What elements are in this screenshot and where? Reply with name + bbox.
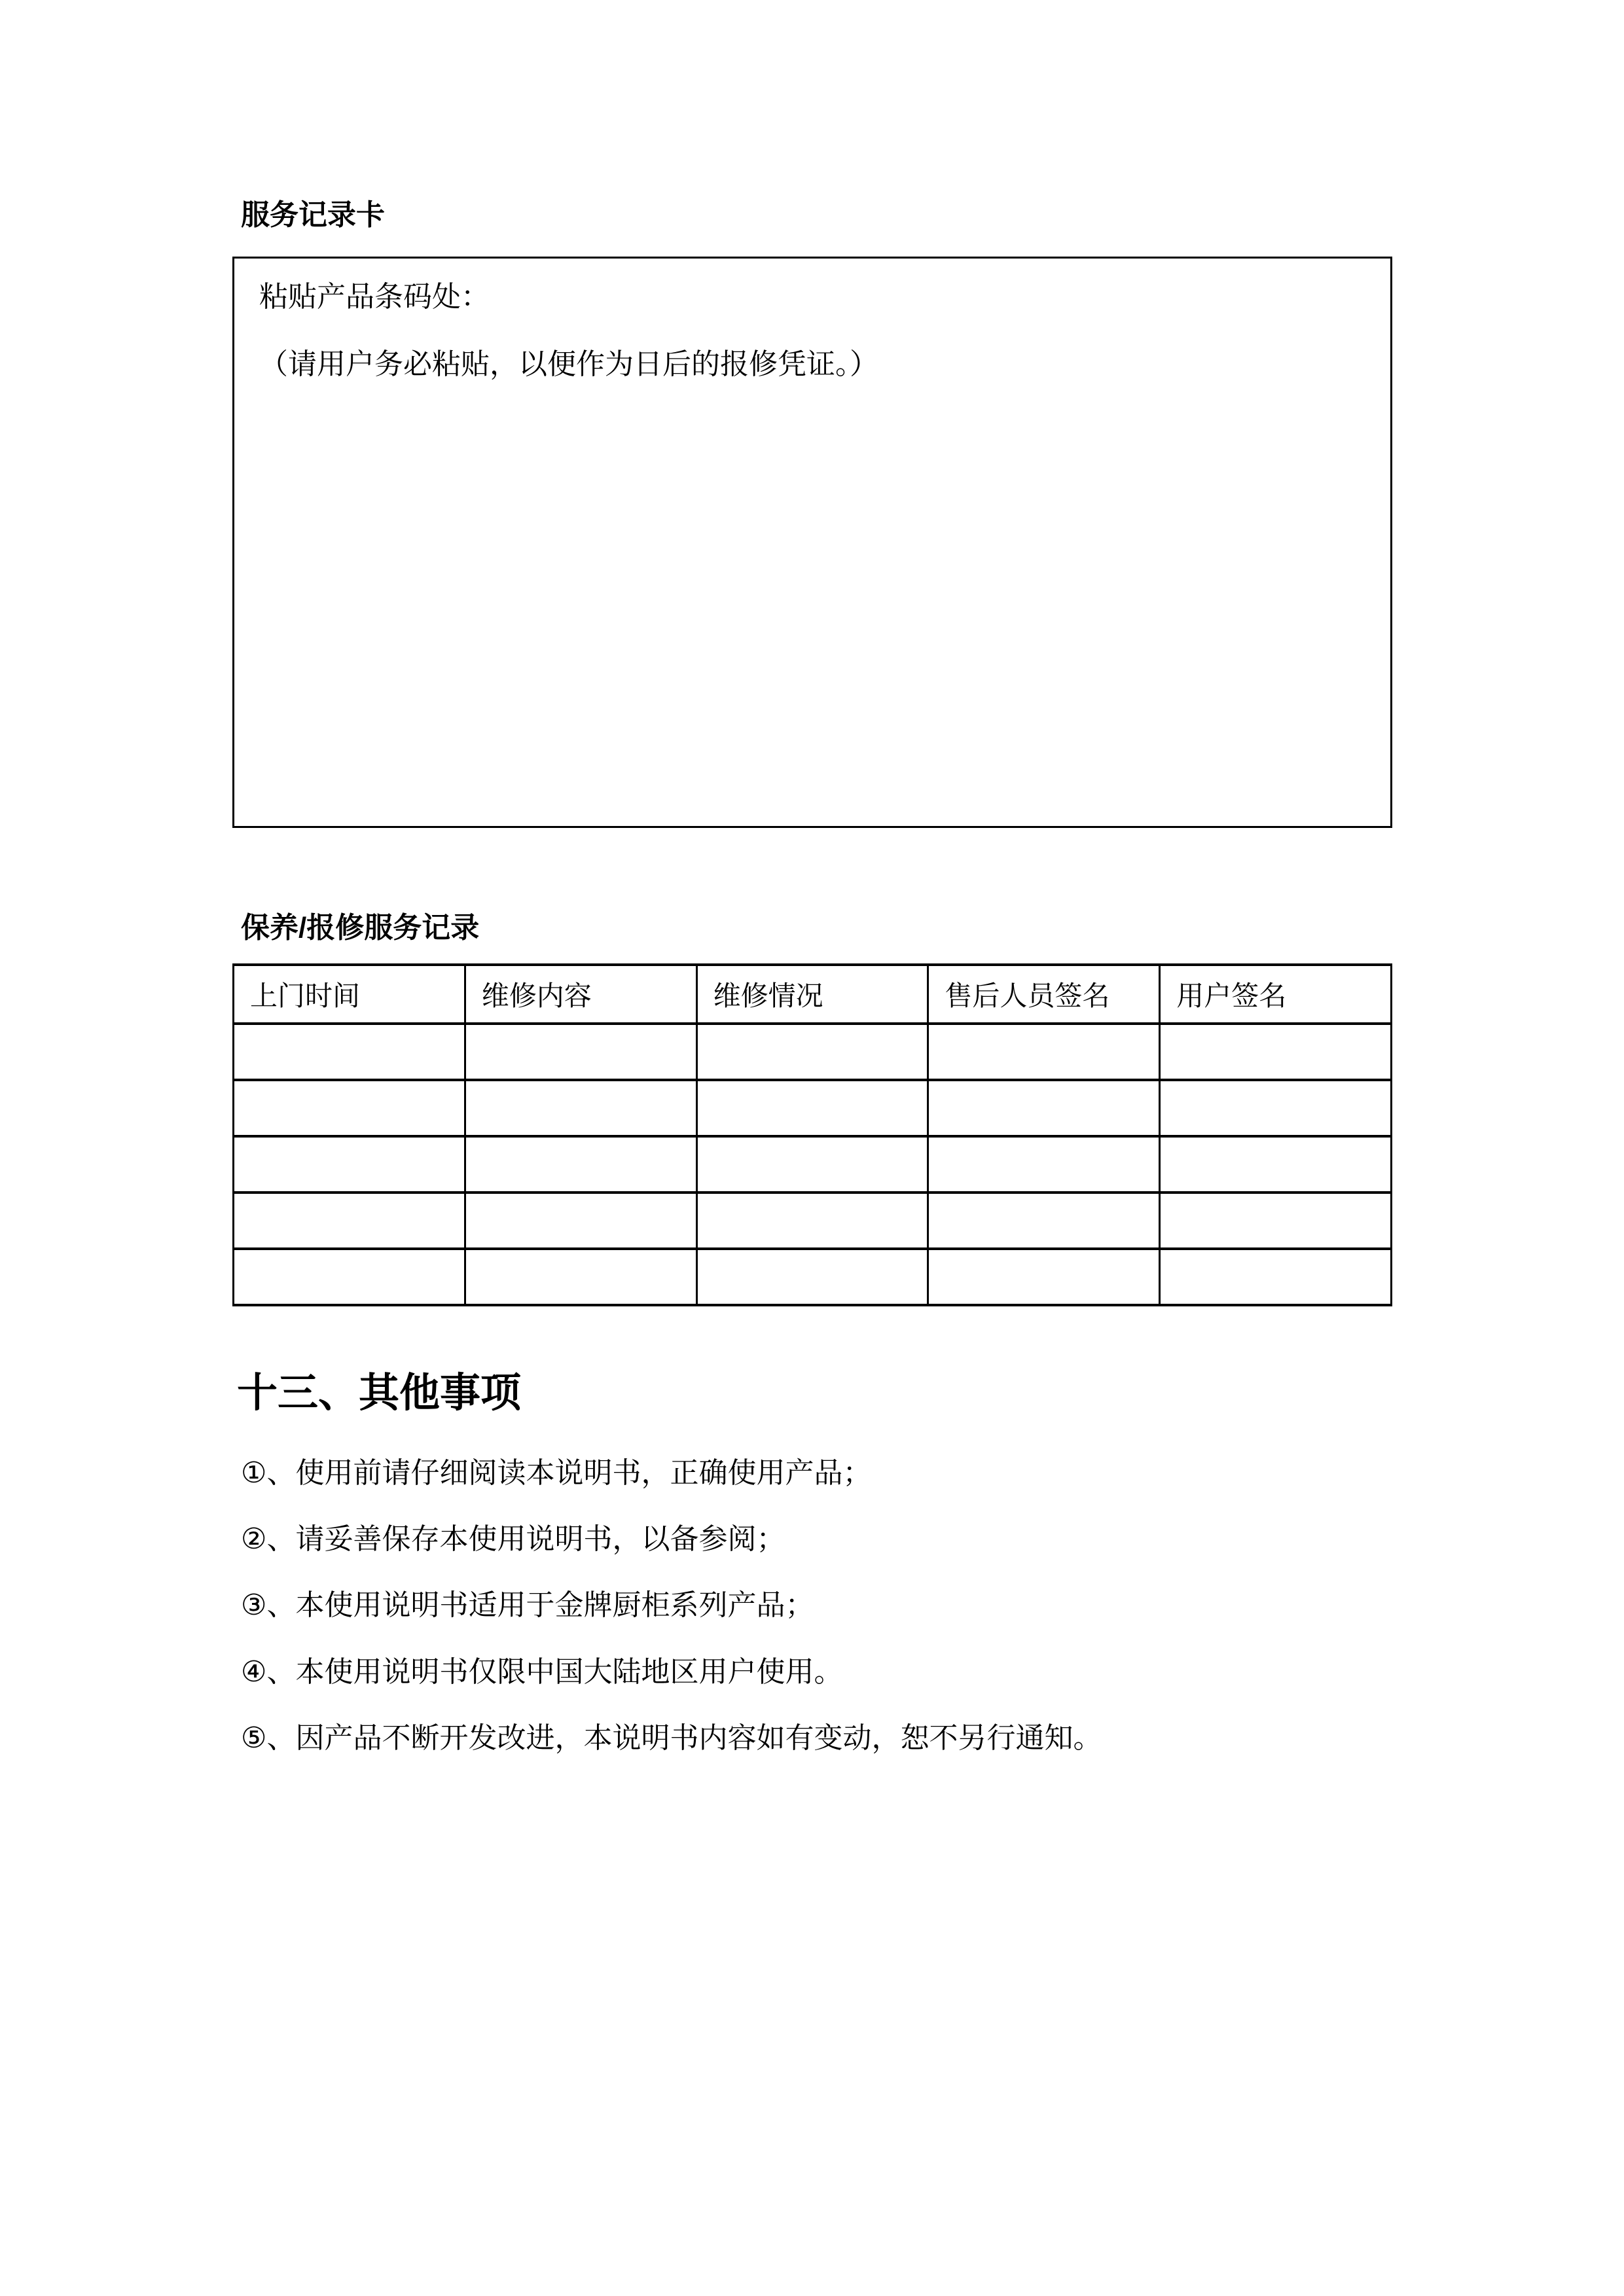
table-cell (234, 1136, 465, 1193)
list-item: ②、请妥善保存本使用说明书，以备参阅； (241, 1523, 785, 1556)
table-cell (465, 1024, 696, 1080)
table-cell (465, 1136, 696, 1193)
table-cell (234, 1193, 465, 1249)
table-cell (928, 1193, 1160, 1249)
table-header-staff-signature: 售后人员签名 (928, 965, 1160, 1024)
other-matters-list (241, 1454, 1485, 1785)
table-cell (928, 1080, 1160, 1136)
list-item: ①、使用前请仔细阅读本说明书，正确使用产品； (241, 1457, 872, 1489)
table-cell (928, 1024, 1160, 1080)
barcode-box-label: 粘贴产品条码处： (259, 281, 490, 313)
table-cell (696, 1249, 928, 1305)
table-row (234, 1136, 1392, 1193)
table-cell (696, 1193, 928, 1249)
table-cell (696, 1024, 928, 1080)
table-cell (234, 1024, 465, 1080)
table-cell (1160, 1080, 1392, 1136)
table-cell (928, 1249, 1160, 1305)
table-cell (1160, 1249, 1392, 1305)
barcode-paste-box (232, 257, 1392, 828)
table-cell (1160, 1193, 1392, 1249)
table-cell (234, 1080, 465, 1136)
table-cell (1160, 1136, 1392, 1193)
table-row (234, 1249, 1392, 1305)
table-header-repair-content: 维修内容 (465, 965, 696, 1024)
table-row (234, 1024, 1392, 1080)
table-header-repair-status: 维修情况 (696, 965, 928, 1024)
table-header-visit-time: 上门时间 (234, 965, 465, 1024)
barcode-box-note: （请用户务必粘贴，以便作为日后的报修凭证。） (259, 348, 878, 381)
table-cell (696, 1080, 928, 1136)
table-row (234, 1080, 1392, 1136)
table-cell (1160, 1024, 1392, 1080)
table-cell (696, 1136, 928, 1193)
list-item: ③、本使用说明书适用于金牌厨柜系列产品； (241, 1589, 814, 1622)
service-card-title: 服务记录卡 (241, 199, 385, 231)
list-item: ⑤、因产品不断开发改进，本说明书内容如有变动，恕不另行通知。 (241, 1721, 1102, 1754)
maintenance-records-table (232, 963, 1392, 1306)
other-matters-title: 十三、其他事项 (237, 1371, 522, 1416)
table-header-user-signature: 用户签名 (1160, 965, 1392, 1024)
table-cell (465, 1193, 696, 1249)
table-cell (465, 1080, 696, 1136)
list-item: ④、本使用说明书仅限中国大陆地区用户使用。 (241, 1655, 843, 1688)
table-cell (928, 1136, 1160, 1193)
table-cell (234, 1249, 465, 1305)
maintenance-records-title: 保养/报修服务记录 (241, 912, 480, 944)
table-row (234, 1193, 1392, 1249)
table-cell (465, 1249, 696, 1305)
table-header-row (234, 965, 1392, 1024)
